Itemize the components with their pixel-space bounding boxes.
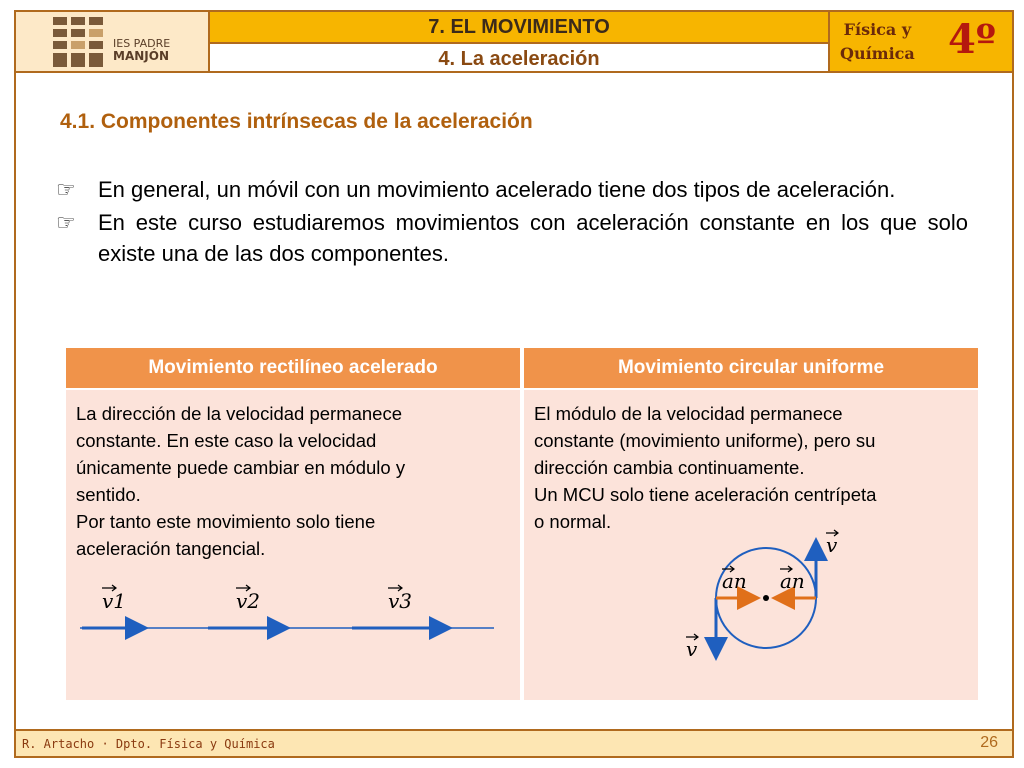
bullet-item: [56, 207, 968, 269]
table-header-circular: Movimiento circular uniforme: [524, 348, 978, 388]
logo-line1: IES PADRE: [113, 37, 171, 50]
label-an-left: an: [722, 569, 747, 593]
cell-line: constante (movimiento uniforme), pero su: [534, 430, 876, 451]
cell-line: El módulo de la velocidad permanece: [534, 403, 843, 424]
section-title: 4. La aceleración: [438, 48, 600, 70]
circle-center: [763, 595, 769, 601]
page-number: 26: [980, 734, 998, 751]
cell-line: sentido.: [76, 484, 141, 505]
logo-line2: MANJÓN: [113, 49, 169, 63]
section-band: [210, 44, 828, 73]
footer-author: R. Artacho · Dpto. Física y Química: [22, 737, 275, 751]
comparison-table: [66, 348, 978, 700]
logo-grid-icon: [53, 17, 105, 69]
pointing-hand-icon: ☞: [56, 177, 76, 202]
linear-motion-diagram: [66, 390, 520, 700]
label-v3: v3: [388, 589, 413, 613]
footer: [16, 729, 1012, 756]
table-header-rectilinear: Movimiento rectilíneo acelerado: [66, 348, 520, 388]
subject-box: [828, 12, 1012, 73]
course-label: 4º: [948, 16, 996, 63]
cell-line: dirección cambia continuamente.: [534, 457, 805, 478]
table-cell-circular: [524, 390, 978, 700]
unit-title-band: [210, 12, 828, 44]
label-v-bottom: v: [686, 637, 698, 661]
label-v1: v1: [102, 589, 127, 613]
bullet-text: En este curso estudiaremos movimientos con aceleración constante en los que solo existe una de las dos componentes.: [98, 210, 968, 266]
cell-line: constante. En este caso la velocidad: [76, 430, 377, 451]
cell-line: La dirección de la velocidad permanece: [76, 403, 403, 424]
unit-title: 7. EL MOVIMIENTO: [428, 16, 610, 38]
content-title: 4.1. Componentes intrínsecas de la aceleración: [60, 110, 533, 133]
cell-line: o normal.: [534, 511, 612, 532]
logo-text: [113, 38, 170, 62]
bullet-item: [56, 174, 968, 205]
cell-line: únicamente puede cambiar en módulo y: [76, 457, 406, 478]
subject-line1: Física y: [843, 20, 912, 39]
bullet-list: [56, 174, 968, 271]
label-v-top: v: [826, 533, 838, 557]
pointing-hand-icon: ☞: [56, 210, 76, 235]
label-an-right: an: [780, 569, 805, 593]
cell-line: Por tanto este movimiento solo tiene: [76, 511, 376, 532]
school-logo: [16, 12, 210, 73]
table-cell-rectilinear: [66, 390, 520, 700]
label-v2: v2: [236, 589, 261, 613]
cell-line: Un MCU solo tiene aceleración centrípeta: [534, 484, 877, 505]
bullet-text: En general, un móvil con un movimiento acelerado tiene dos tipos de aceleración.: [98, 177, 896, 202]
subject-name: [840, 18, 915, 66]
subject-line2: Química: [840, 44, 915, 63]
cell-line: aceleración tangencial.: [76, 538, 266, 559]
circular-motion-diagram: [524, 390, 978, 700]
